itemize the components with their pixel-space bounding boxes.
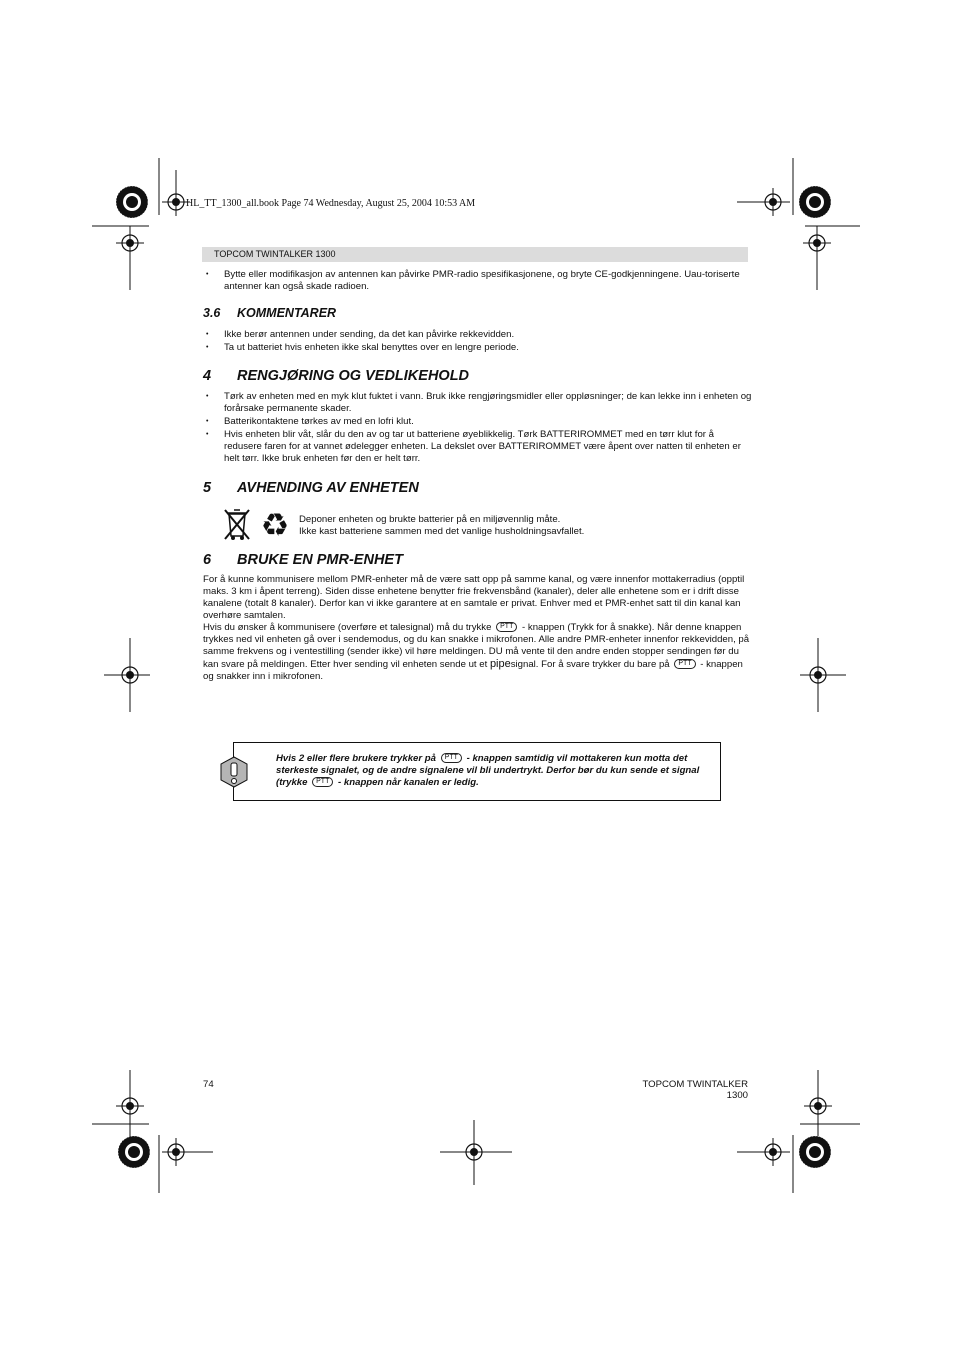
section-number: 6 [203, 552, 212, 568]
registration-star-bottom-left [118, 1136, 150, 1168]
registration-star-bottom-right [799, 1136, 831, 1168]
running-header: TOPCOM TWINTALKER 1300 [214, 249, 336, 259]
section-4-heading [203, 368, 469, 384]
section-title: RENGJØRING OG VEDLIKEHOLD [237, 368, 470, 384]
registration-star-top-right [799, 186, 831, 218]
list-item: • Batterikontaktene tørkes av med en lofri klut. [204, 416, 752, 428]
ptt-key-icon: PTT [441, 753, 462, 763]
list-item: • Hvis enheten blir våt, slår du den av og tar ut batteriene øyeblikkelig. Tørk BATTERIROMMET med en tørr klut for å redusere faren for at vannet ødelegger enheten. La dekslet over BATTERIROMMET være åpent over natten til enheten er helt tørr. Ikke bruk enheten før den er helt tørr. [204, 429, 752, 465]
paragraph: For å kunne kommunisere mellom PMR-enheter må de være satt opp på samme kanal, og være innenfor mottakerradius (opptil maks. 3 km i åpent terreng). Siden disse enhetene benytter frie frekvensbånd (kanaler), deler alle enhetene som er i drift disse kanalene (totalt 8 kanaler). Derfor kan vi ikke garantere at en samtale er privat. Enhver med et PMR-enhet satt til din kanal kan overhøre samtalen. [203, 574, 745, 621]
section-3-6-bullets [204, 329, 752, 355]
disposal-text [299, 514, 719, 538]
print-slug: HL_TT_1300_all.book Page 74 Wednesday, August 25, 2004 10:53 AM [186, 198, 476, 209]
recycle-icon: ♻ [260, 506, 290, 544]
ptt-key-icon: PTT [674, 659, 695, 669]
section-title: AVHENDING AV ENHETEN [237, 480, 419, 496]
section-number: 3.6 [203, 306, 221, 320]
list-item: • Ta ut batteriet hvis enheten ikke skal benyttes over en lengre periode. [204, 342, 752, 354]
section-number: 5 [203, 480, 212, 496]
ptt-key-icon: PTT [312, 777, 333, 787]
section-number: 4 [203, 368, 212, 384]
disposal-line: Deponer enheten og brukte batterier på en miljøvennlig måte. [299, 514, 561, 525]
section-title: KOMMENTARER [237, 306, 337, 320]
warning-note-text: Hvis 2 eller flere brukere trykker på PTT - knappen samtidig vil mottakeren kun motta det sterkeste signalet, og de andre signalene vil bli undertrykt. Derfor bør du kun sende et signal (trykke PTT - knappen når kanalen er ledig. [276, 753, 700, 788]
list-item: • Bytte eller modifikasjon av antennen kan påvirke PMR-radio spesifikasjonene, og bryte CE-godkjenningene. Uau-toriserte antenner kan også skade radioen. [204, 269, 752, 293]
warning-icon [219, 756, 249, 788]
list-item: • Tørk av enheten med en myk klut fuktet i vann. Bruk ikke rengjøringsmidler eller oppløsninger; de kan lekke inn i enheten og forårsake permanente skader. [204, 391, 752, 415]
section-3-6-heading [203, 306, 336, 320]
section-5-heading [203, 480, 419, 496]
registration-star-top-left [116, 186, 148, 218]
list-item: • Ikke berør antennen under sending, da det kan påvirke rekkevidden. [204, 329, 752, 341]
paragraph: Hvis du ønsker å kommunisere (overføre et talesignal) må du trykke PTT - knappen (Trykk for å snakke). Når denne knappen trykkes ned vil enheten gå over i sendemodus, og du kan snakke i mikrofonen. Alle andre PMR-enheter innenfor rekkevidden, på samme frekvens og i ventestilling (sender ikke) vil høre meldingen. DU må vente til den andre enden stopper sendingen før du kan svare på meldingen. Etter hver sending vil enheten sende ut et pipesignal. For å svare trykker du bare på PTT - knappen og snakker inn i mikrofonen. [203, 622, 750, 682]
page-number: 74 [203, 1079, 214, 1090]
intro-bullets [204, 269, 752, 294]
crossed-bin-icon [222, 506, 252, 544]
ptt-key-icon: PTT [496, 622, 517, 632]
pipe-word: pipe [489, 658, 511, 670]
section-title: BRUKE EN PMR-ENHET [237, 552, 403, 568]
section-4-bullets [204, 391, 752, 466]
section-6-body [203, 574, 751, 683]
section-6-heading [203, 552, 403, 568]
footer-product: TOPCOM TWINTALKER 1300 [642, 1079, 748, 1101]
disposal-line: Ikke kast batteriene sammen med det vanlige husholdningsavfallet. [299, 526, 585, 537]
